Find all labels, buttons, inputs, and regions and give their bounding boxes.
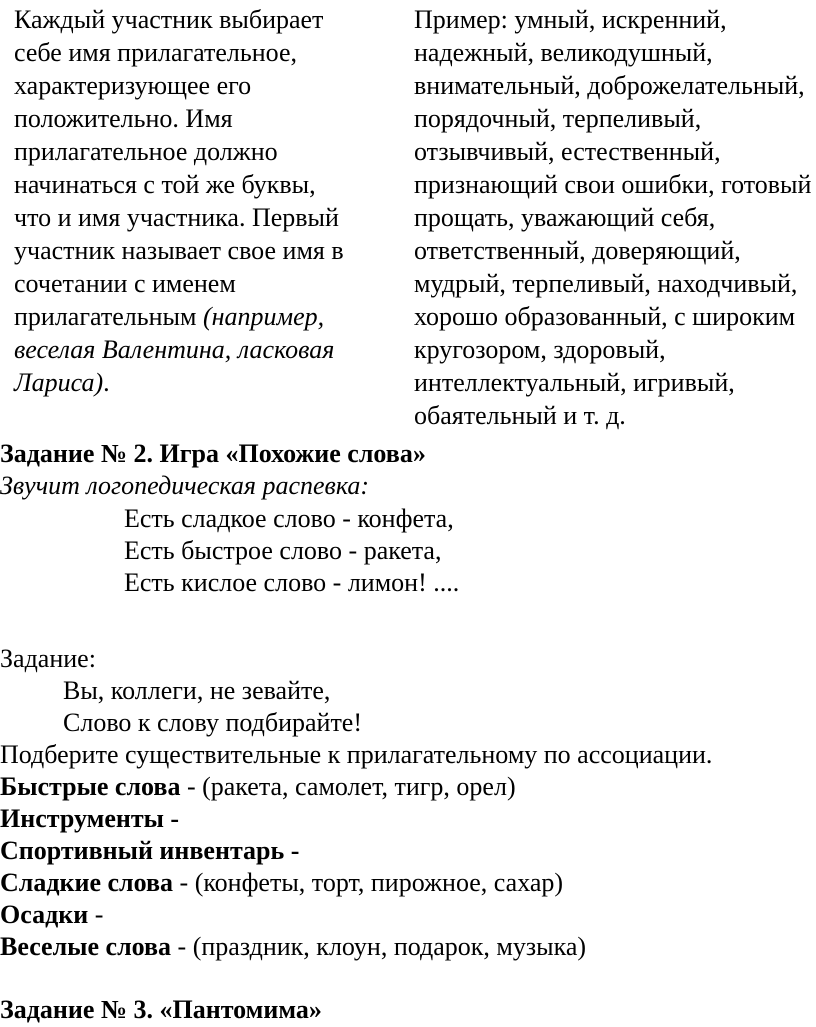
right-text-line: обаятельный и т. д. bbox=[414, 401, 626, 430]
item-rest: - (конфеты, торт, пирожное, сахар) bbox=[173, 868, 564, 897]
item-rest: - bbox=[88, 900, 104, 929]
item-label: Спортивный инвентарь - bbox=[0, 836, 300, 865]
left-text-line: участник называет свое имя в bbox=[14, 236, 344, 265]
item-label: Веселые слова bbox=[0, 932, 172, 961]
left-text-line: сочетании с именем bbox=[14, 269, 236, 298]
right-text-line: порядочный, терпеливый, bbox=[414, 104, 702, 133]
rhyme-line: Вы, коллеги, не зевайте, bbox=[63, 676, 331, 705]
instruction: Подберите существительные к прилагательному по ассоциации. bbox=[0, 740, 713, 769]
item-label: Осадки bbox=[0, 900, 89, 929]
item-line bbox=[0, 931, 586, 963]
verse-line: Есть кислое слово - лимон! .... bbox=[124, 568, 460, 597]
left-text-line: прилагательное должно bbox=[14, 137, 278, 166]
left-text-line: характеризующее его bbox=[14, 71, 252, 100]
item-label: Инструменты - bbox=[0, 804, 180, 833]
example-italic: Лариса) bbox=[14, 368, 104, 397]
right-text-line: мудрый, терпеливый, находчивый, bbox=[414, 269, 798, 298]
item-line bbox=[0, 771, 516, 803]
left-text-line: что и имя участника. Первый bbox=[14, 203, 339, 232]
item-rest: - (праздник, клоун, подарок, музыка) bbox=[171, 932, 587, 961]
rhyme-line: Слово к слову подбирайте! bbox=[63, 708, 362, 737]
left-text-line: Каждый участник выбирает bbox=[14, 5, 324, 34]
left-text-line bbox=[14, 301, 324, 333]
item-line bbox=[0, 835, 299, 867]
example-italic-line: веселая Валентина, ласковая bbox=[14, 335, 335, 364]
task2-intro: Звучит логопедическая распевка: bbox=[0, 471, 370, 500]
item-label: Быстрые слова bbox=[0, 772, 181, 801]
right-text-line: надежный, великодушный, bbox=[414, 38, 713, 67]
right-text-line: интеллектуальный, игривый, bbox=[414, 368, 735, 397]
left-text-line: себе имя прилагательное, bbox=[14, 38, 298, 67]
item-line bbox=[0, 899, 103, 931]
right-text-line: кругозором, здоровый, bbox=[414, 335, 666, 364]
verse-line: Есть быстрое слово - ракета, bbox=[124, 536, 442, 565]
left-text-plain: прилагательным bbox=[14, 302, 203, 331]
right-text-line: признающий свои ошибки, готовый bbox=[414, 170, 812, 199]
example-italic: (например, bbox=[202, 302, 325, 331]
left-text-plain: . bbox=[103, 368, 110, 397]
right-text-line: внимательный, доброжелательный, bbox=[414, 71, 805, 100]
item-line bbox=[0, 803, 179, 835]
right-text-line: хорошо образованный, с широким bbox=[414, 302, 796, 331]
right-text-line: Пример: умный, искренний, bbox=[414, 5, 727, 34]
right-text-line: отзывчивый, естественный, bbox=[414, 137, 721, 166]
task2-heading: Задание № 2. Игра «Похожие слова» bbox=[0, 439, 426, 468]
left-text-line bbox=[14, 367, 110, 399]
task3-heading: Задание № 3. «Пантомима» bbox=[0, 995, 322, 1024]
task-label: Задание: bbox=[0, 644, 96, 673]
verse-line: Есть сладкое слово - конфета, bbox=[124, 504, 454, 533]
item-rest: - (ракета, самолет, тигр, орел) bbox=[180, 772, 516, 801]
right-text-line: прощать, уважающий себя, bbox=[414, 203, 716, 232]
item-label: Сладкие слова bbox=[0, 868, 174, 897]
left-text-line: положительно. Имя bbox=[14, 104, 233, 133]
right-text-line: ответственный, доверяющий, bbox=[414, 236, 741, 265]
item-line bbox=[0, 867, 563, 899]
left-text-line: начинаться с той же буквы, bbox=[14, 170, 316, 199]
